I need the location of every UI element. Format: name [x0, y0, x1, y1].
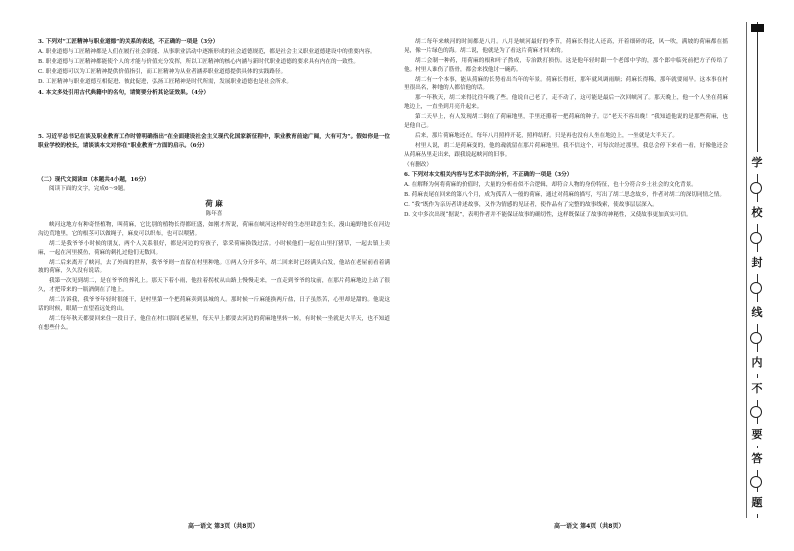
- article-paragraph: 胡二会制一种药，用荷麻的根和叶子熬成，专治跌打损伤。这是他年轻时跟一个老郎中学的，那个郎中临死前把方子传给了他。村里人谁伤了筋骨，都会来找他讨一碗药。: [404, 57, 728, 73]
- article-paragraph: 那一年秋天，胡二来得比往年晚了些。他说自己老了，走不动了，这可能是最后一次回峡河了。那天晚上，他一个人坐在荷麻地边上，一直坐到月亮升起来。: [404, 95, 728, 111]
- question-6-option-b: B. 荷麻丧尾在回来的第八个月，成为孤苦人一般的荷麻，通过对荷麻的描写，写出了胡二思念故乡，作者对胡二的深切同情之情。: [404, 191, 725, 198]
- binding-word: 答: [748, 448, 766, 470]
- question-4: 4. 本文多处引用古代典籍中的名句，请简要分析其论证效果。（4分）: [38, 89, 210, 96]
- answer-space-q4: [38, 99, 390, 133]
- question-6-option-d: D. 文中多次出现“据说”，表明作者并不能保证故事的确切性，这样既保证了故事的神秘性，又使故事更加真实可信。: [404, 211, 692, 218]
- question-3-option-c: C. 职业道德可以为工匠精神提供价值指引，而工匠精神为从业者涵养职业道德提供具体的实践路径。: [38, 68, 287, 75]
- question-3-option-a: A. 职业道德与工匠精神都是人们在履行社会职能、从事职业活动中逐渐形成的社会道德规范，都是社会主义职业道德建设中的重要内容。: [38, 48, 376, 55]
- binding-word: 校: [748, 202, 766, 224]
- page-footer-left: 高一语文 第3页（共8页）: [188, 523, 259, 530]
- article-paragraph: 胡二每年来峡河的时间都是八月。八月是峡河最好的季节，荷麻长得比人还高，开着细碎的花，风一吹，满坡的荷麻都在摇晃，像一片绿色的海。胡二说，他就是为了看这片荷麻才回来的。: [404, 39, 728, 54]
- edit-note: （有删改）: [404, 161, 432, 168]
- binding-circle: [750, 476, 762, 488]
- binding-circle: [750, 232, 762, 244]
- question-6-stem: 6. 下列对本文相关内容与艺术手法的分析，不正确的一项是（3分）: [404, 171, 573, 178]
- question-6-option-c: C. “我”既作为亲历者讲述故事，又作为情感的见证者，使作品有了完整的故事线索，使故事层层深入。: [404, 201, 658, 208]
- page-footer-right: 高一语文 第4页（共8页）: [554, 523, 625, 530]
- article-paragraph: 村里人说，胡二是荷麻变的，他的魂就留在那片荷麻地里。我不信这个，可每次经过那里，我总会停下来看一看，好像他还会从荷麻丛里走出来，跟我说起峡河的旧事。: [404, 142, 728, 158]
- right-column: [404, 38, 728, 221]
- reading-instruction: 阅读下面的文字，完成6～9题。: [49, 186, 129, 193]
- article-paragraph: 胡二后来离开了峡河，去了外面的世界，我爷爷则一直留在村里种地。①两人分开多年，胡二回来时已经满头白发，他站在老屋前看着满坡的荷麻，久久没有说话。: [38, 259, 390, 275]
- binding-circle: [750, 282, 762, 294]
- article-title: 荷 麻: [205, 199, 223, 209]
- question-3-option-b: B. 职业道德与工匠精神都能使个人的才能与价值充分发挥，所以工匠精神的核心内涵与新时代职业道德的要求具有内在的一致性。: [38, 58, 359, 65]
- article-paragraph: 我第一次见到胡二，是在爷爷的葬礼上。那天下着小雨，他拄着拐杖从山路上慢慢走来，一直走到爷爷的坟前，在那片荷麻地边上站了很久，才把带来的一瓶酒倒在了地上。: [38, 278, 390, 294]
- binding-circle: [750, 332, 762, 344]
- article-paragraph: 峡河这地方有种奇怪植物，叫荷麻，它比别的植物长得都旺盛，如刚才所说，荷麻在峡河这样好的生态里肆意生长，漫山遍野地长在河边沟边荒地里，它的根茎可以做绳子，麻皮可以织布，也可以喂猪。: [38, 222, 390, 237]
- binding-word: 要: [748, 424, 766, 446]
- binding-word: 学: [748, 152, 766, 174]
- binding-strip: [742, 22, 772, 518]
- binding-word: 不: [748, 378, 766, 400]
- binding-word: 封: [748, 252, 766, 274]
- article-author: 陈年喜: [205, 211, 223, 218]
- article-paragraph: 后来，那片荷麻地还在，每年八月照样开花，照样结籽。只是再也没有人坐在地边上，一坐就是大半天了。: [415, 132, 678, 139]
- question-3-stem: 3. 下列对“工匠精神与职业道德”的关系的表述，不正确的一项是（3分）: [38, 39, 219, 45]
- article-paragraph: 第二天早上，有人发现胡二倒在了荷麻地里，手里还攥着一把荷麻的种子。②“老天不容出晚！”我知道他说的是那些荷麻，也是他自己。: [404, 114, 728, 129]
- question-5: 5. 习近平总书记在谈及职业教育工作时曾明确指出“在全面建设社会主义现代化国家新征程中，职业教育前途广阔，大有可为”。假如你是一位职业学校的校长，请谈谈本文对你在“职业教育”方面的启示。（6分）: [38, 133, 390, 149]
- binding-word: 线: [748, 302, 766, 324]
- question-3-option-d: D. 工匠精神与职业道德互相促进、彼此促进，弘扬工匠精神是时代所需，发展职业道德也是社会所求。: [38, 78, 292, 85]
- binding-marker: [751, 24, 764, 32]
- article-paragraph: 胡二是我爷爷小时候的朋友，两个人关系很好，都是河边的穷孩子，靠采荷麻换钱过活。小时候他们一起在山里打猪草，一起去镇上卖麻，一起在河里摸鱼，荷麻的刺扎过他们无数回。: [38, 240, 390, 256]
- article-paragraph: 胡二每年秋天都要回来住一段日子，他住在村口那间老屋里，每天早上都要去河边的荷麻地里转一转，有时候一坐就是大半天，也不知道在想些什么。: [38, 315, 390, 331]
- binding-circle: [750, 182, 762, 194]
- binding-word: 题: [748, 492, 766, 514]
- article-paragraph: 胡二有一个本事，能从荷麻的长势看出当年的年景。荷麻长得旺，那年就风调雨顺；荷麻长得稀，那年就要闹旱。这本事在村里很出名，种地的人都信他的话。: [404, 76, 728, 92]
- binding-line-outer: [746, 22, 747, 518]
- section-heading: （二）现代文阅读Ⅱ（本题共4小题，16分）: [38, 176, 150, 183]
- article-paragraph: 胡二告诉我，我爷爷年轻时很能干，是村里第一个把荷麻卖到县城的人。那时候一斤麻能换两斤盐，日子虽然苦，心里却是甜的。他说这话的时候，眼睛一直望着远处的山。: [38, 297, 390, 312]
- left-column: [38, 38, 390, 334]
- binding-word: 内: [748, 352, 766, 374]
- binding-circle: [750, 406, 762, 418]
- question-6-option-a: A. 在解释为何将荷麻的价值时，大量的分析看似不合逻辑，却符合人物的身份特征，也十分符合乡土社会的文化背景。: [404, 181, 697, 188]
- answer-space-q5: [38, 152, 390, 176]
